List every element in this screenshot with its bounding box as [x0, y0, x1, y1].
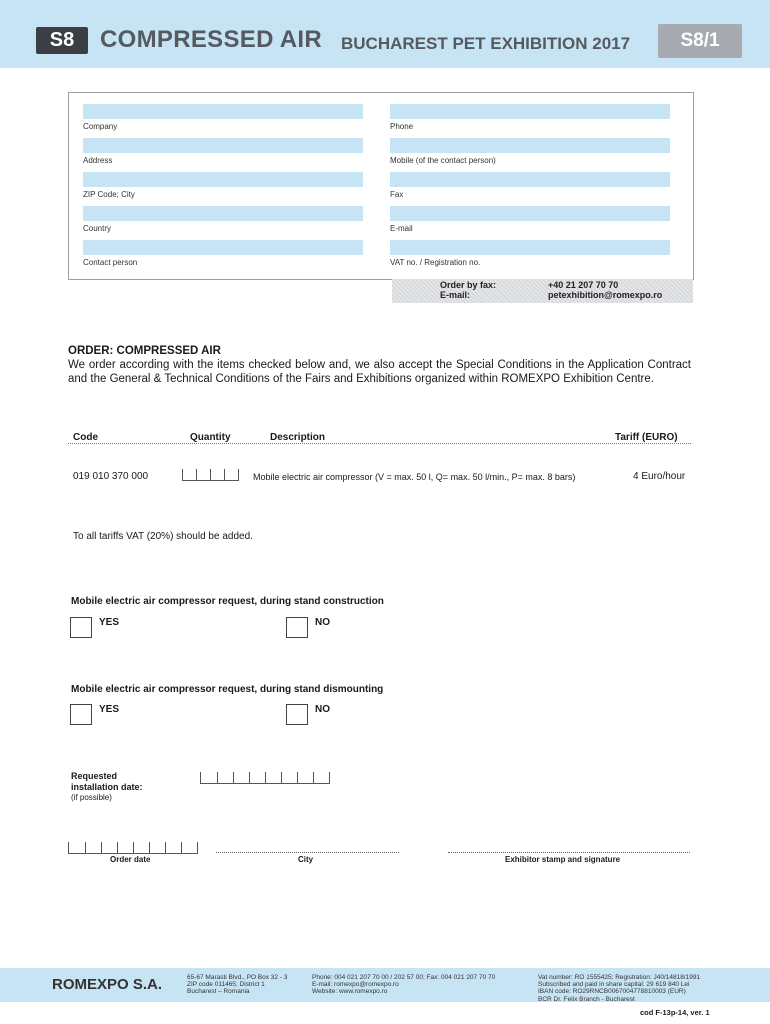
zip-city-input[interactable]	[83, 172, 363, 187]
company-brand: ROMEXPO S.A.	[52, 976, 163, 993]
exhibition-title: BUCHAREST PET EXHIBITION 2017	[341, 34, 631, 53]
item-description: Mobile electric air compressor (V = max. 50 l, Q= max. 50 l/min., P= max. 8 bars)	[253, 472, 576, 482]
email-label: E-mail	[390, 224, 413, 233]
fax-order-label: Order by fax:	[440, 280, 497, 290]
order-statement: We order according with the items checked below and, we also accept the Special Conditions in the Application Contract and the General & Technical Conditions of the Fairs and Exhibitions organized within ROMEXPO Exhibition Centre.	[68, 359, 691, 385]
contact-line: Website: www.romexpo.ro	[312, 988, 388, 996]
contact-person-input[interactable]	[83, 240, 363, 255]
legal-line: IBAN code: RO29RNCB0067004778810003 (EUR)	[538, 988, 686, 996]
installation-date-note: (if possible)	[71, 793, 112, 802]
construction-yes-checkbox[interactable]	[70, 617, 92, 638]
fax-label: Fax	[390, 190, 404, 199]
construction-no-label: NO	[315, 617, 330, 628]
country-input[interactable]	[83, 206, 363, 221]
city-input[interactable]	[216, 846, 399, 853]
dismounting-yes-checkbox[interactable]	[70, 704, 92, 725]
construction-yes-label: YES	[99, 617, 120, 628]
column-header-code: Code	[73, 432, 98, 443]
country-label: Country	[83, 224, 112, 233]
order-contact-box	[392, 279, 693, 303]
legal-line: Vat number: RO 1555425; Registration: J40/14818/1991	[538, 974, 701, 981]
city-label: City	[298, 855, 314, 864]
mobile-label: Mobile (of the contact person)	[390, 156, 496, 165]
fax-input[interactable]	[390, 172, 670, 187]
address-input[interactable]	[83, 138, 363, 153]
address-label: Address	[83, 156, 113, 165]
contact-form	[68, 92, 694, 280]
legal-line: Subscribed and paid in share capital: 29 619 840 Lei	[538, 981, 690, 989]
construction-no-checkbox[interactable]	[286, 617, 308, 638]
dismounting-no-checkbox[interactable]	[286, 704, 308, 725]
vat-registration-label: VAT no. / Registration no.	[390, 258, 481, 267]
address-line: Bucharest – Romania	[187, 988, 250, 996]
dismounting-request-title: Mobile electric air compressor request, during stand dismounting	[71, 684, 384, 695]
order-date-label: Order date	[110, 855, 151, 864]
order-title: ORDER: COMPRESSED AIR	[68, 345, 221, 357]
fax-order-number: +40 21 207 70 70	[548, 280, 619, 290]
email-order-label: E-mail:	[440, 290, 471, 300]
order-date-input[interactable]	[68, 842, 198, 854]
vat-registration-input[interactable]	[390, 240, 670, 255]
quantity-input[interactable]	[182, 469, 239, 481]
email-input[interactable]	[390, 206, 670, 221]
construction-request-title: Mobile electric air compressor request, during stand construction	[71, 596, 384, 607]
stamp-signature-label: Exhibitor stamp and signature	[505, 855, 621, 864]
section-badge: S8	[36, 27, 88, 54]
item-tariff: 4 Euro/hour	[633, 471, 686, 482]
company-address	[187, 974, 287, 996]
contact-line: Phone: 004 021 207 70 00 / 202 57 00; Fax: 004 021 207 70 70	[312, 974, 496, 981]
company-label: Company	[83, 122, 118, 131]
stamp-signature-input[interactable]	[448, 846, 690, 853]
zip-city-label: ZIP Code; City	[83, 190, 135, 199]
address-line: 65-67 Marasti Blvd., PO Box 32 - 3	[187, 974, 288, 981]
installation-date-label-line1: Requested	[71, 771, 118, 781]
column-header-description: Description	[270, 432, 326, 443]
email-order-address: petexhibition@romexpo.ro	[548, 290, 663, 300]
phone-input[interactable]	[390, 104, 670, 119]
page-badge: S8/1	[658, 24, 742, 58]
column-header-tariff: Tariff (EURO)	[615, 432, 678, 443]
company-legal	[538, 974, 700, 1003]
installation-date-input[interactable]	[200, 772, 330, 784]
legal-line: BCR Dr. Felix Branch - Bucharest	[538, 995, 635, 1003]
document-code: cod F-13p-14, ver. 1	[640, 1008, 710, 1017]
contact-person-label: Contact person	[83, 258, 138, 267]
item-code: 019 010 370 000	[73, 471, 149, 482]
address-line: ZIP code 011465; District 1	[187, 981, 265, 989]
installation-date-label-line2: installation date:	[71, 781, 143, 792]
form-title: COMPRESSED AIR	[100, 26, 323, 53]
company-contact	[312, 974, 495, 996]
company-input[interactable]	[83, 104, 363, 119]
phone-label: Phone	[390, 122, 414, 131]
header-divider	[68, 443, 691, 444]
dismounting-no-label: NO	[315, 704, 330, 715]
installation-date-label	[71, 771, 143, 792]
contact-line: E-mail: romexpo@romexpo.ro	[312, 981, 399, 989]
vat-note: To all tariffs VAT (20%) should be added.	[73, 531, 253, 542]
mobile-input[interactable]	[390, 138, 670, 153]
column-header-quantity: Quantity	[190, 432, 231, 443]
dismounting-yes-label: YES	[99, 704, 120, 715]
